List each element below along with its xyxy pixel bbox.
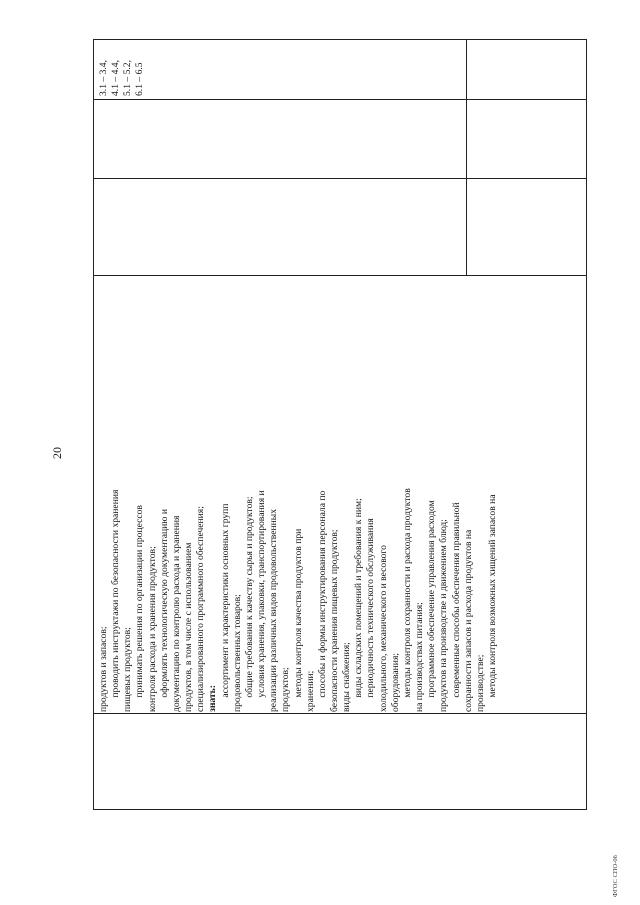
footer-code: ФГОС СПО-06 <box>612 855 619 897</box>
content-line: принимать решения по организации процессов <box>134 505 146 712</box>
knowledge-skills-cell <box>98 272 582 712</box>
content-line: условия хранения, упаковки, транспортирования и <box>256 490 268 712</box>
content-line: периодичность технического обслуживания <box>365 518 377 712</box>
competency-ref: 6.1 – 6.5 <box>134 62 145 96</box>
content-line: продуктов и запасов; <box>98 626 109 712</box>
content-line: виды складских помещений и требования к ним; <box>353 498 365 712</box>
competency-table <box>93 39 587 810</box>
content-line: знать: <box>207 685 219 712</box>
content-line: методы контроля возможных хищений запасов на <box>487 494 498 712</box>
content-line: продуктов, в том числе с использованием <box>183 542 195 712</box>
content-line: продуктов; <box>280 667 292 712</box>
content-line: хранении; <box>304 670 316 712</box>
competency-ref: 4.1 – 4.4, <box>110 60 121 96</box>
column-divider <box>94 178 586 179</box>
content-line: продуктов на производстве и движением блюд; <box>438 519 450 712</box>
content-line: программное обеспечение управления расходом <box>426 500 438 712</box>
content-line: методы контроля качества продуктов при <box>292 528 304 712</box>
content-line: производстве; <box>474 654 486 712</box>
content-line: способы и формы инструктирования персонала по <box>316 490 328 712</box>
content-line: холодильного, механического и весового <box>377 545 389 712</box>
content-line: оборудования; <box>389 652 401 712</box>
content-line: виды снабжения; <box>341 642 353 712</box>
content-line: контроля расхода и хранения продуктов; <box>146 546 158 712</box>
content-line: общие требования к качеству сырья и продуктов; <box>243 496 255 712</box>
content-line: сохранности запасов и расхода продуктов на <box>462 529 474 712</box>
content-line: проводить инструктажи по безопасности хранения <box>110 489 122 712</box>
column-divider <box>94 713 586 714</box>
content-line: документацию по контролю расхода и хранения <box>170 515 182 712</box>
content-line: на производствах питания; <box>414 602 426 712</box>
page-number: 20 <box>50 447 64 459</box>
competency-ref: 5.1 – 5.2, <box>122 60 133 96</box>
content-line: ассортимент и характеристики основных групп <box>219 503 231 712</box>
content-line: безопасности хранения пищевых продуктов; <box>328 529 340 712</box>
content-line: современные способы обеспечения правильной <box>450 502 462 712</box>
competency-ref: 3.1 – 3.4, <box>98 60 109 96</box>
content-line: пищевых продуктов; <box>122 627 134 712</box>
content-line: методы контроля сохранности и расхода продуктов <box>401 488 413 712</box>
row-divider <box>466 39 467 276</box>
content-line: оформлять технологическую документацию и <box>158 508 170 712</box>
content-line: специализированного программного обеспечения; <box>195 506 207 712</box>
content-line: реализации различных видов продовольственных <box>268 508 280 712</box>
content-line: продовольственных товаров; <box>231 594 243 712</box>
column-divider <box>94 99 586 100</box>
competency-refs-cell <box>98 40 146 96</box>
